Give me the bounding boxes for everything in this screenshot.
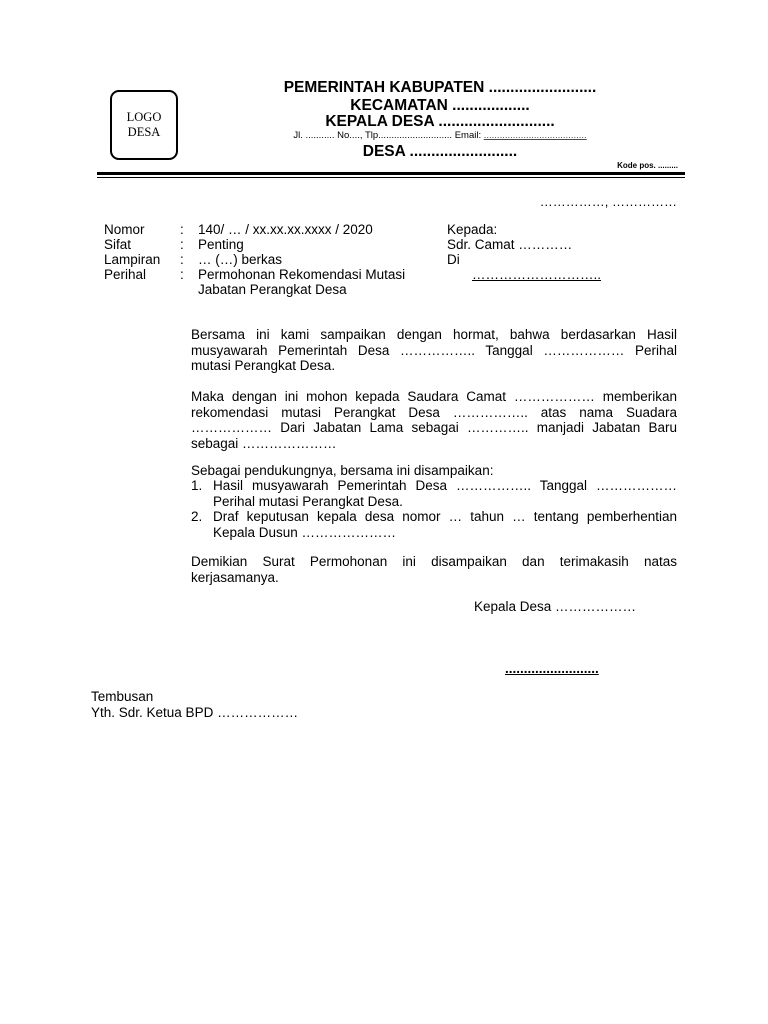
meta-label-perihal: Perihal xyxy=(104,267,147,282)
postal-code: Kode pos. ......... xyxy=(617,161,678,170)
meta-value-lampiran: … (…) berkas xyxy=(198,252,283,267)
logo-line-2: DESA xyxy=(127,125,161,139)
meta-colon: : xyxy=(180,267,184,282)
signature-title: Kepala Desa ……………… xyxy=(474,599,637,614)
recipient-di: Di xyxy=(447,252,460,267)
meta-colon: : xyxy=(180,252,184,267)
meta-label-lampiran: Lampiran xyxy=(104,252,161,267)
list-number: 2. xyxy=(191,509,203,524)
contact-address-phone: Jl. ........... No...., Tlp............................ Email: xyxy=(293,130,484,141)
recipient-heading: Kepada: xyxy=(447,222,498,237)
body-paragraph-2 xyxy=(191,389,677,451)
meta-value-nomor: 140/ … / xx.xx.xx.xxxx / 2020 xyxy=(198,222,373,237)
letterhead-regency: PEMERINTAH KABUPATEN ......................... xyxy=(283,79,597,96)
meta-colon: : xyxy=(180,237,184,252)
meta-label-nomor: Nomor xyxy=(104,222,145,237)
letterhead-contact xyxy=(180,130,700,141)
letterhead-village: DESA ......................... xyxy=(362,143,518,160)
recipient-name: Sdr. Camat ………… xyxy=(447,237,573,252)
letterhead-divider-thin xyxy=(97,177,685,178)
cc-recipient: Yth. Sdr. Ketua BPD ……………… xyxy=(91,705,299,720)
meta-colon: : xyxy=(180,222,184,237)
list-number: 1. xyxy=(191,478,203,493)
signature-name: ......................... xyxy=(505,661,599,676)
village-logo-placeholder xyxy=(110,90,178,160)
list-item xyxy=(191,478,677,509)
letterhead-district: KECAMATAN .................. xyxy=(350,97,530,114)
paragraph-text: Sebagai pendukungnya, bersama ini disampaikan: xyxy=(191,463,494,478)
list-item xyxy=(191,509,677,540)
logo-line-1: LOGO xyxy=(126,110,162,124)
contact-email-link[interactable]: ....................................... xyxy=(483,130,587,141)
list-text: Draf keputusan kepala desa nomor … tahun … tentang pemberhentian Kepala Dusun ………………… xyxy=(213,509,677,540)
meta-value-perihal: Permohonan Rekomendasi Mutasi xyxy=(198,267,406,282)
paragraph-text: Bersama ini kami sampaikan dengan hormat, bahwa berdasarkan Hasil musyawarah Pemerintah Desa …………….. Tanggal ……………… Perihal mutasi Perangkat Desa. xyxy=(191,327,677,373)
place-date: ……………, …………… xyxy=(539,194,677,209)
meta-value-sifat: Penting xyxy=(198,237,244,252)
letterhead-divider-thick xyxy=(97,172,685,175)
letterhead-village-head: KEPALA DESA ........................... xyxy=(325,113,555,130)
attachment-list xyxy=(191,478,677,540)
paragraph-text: Demikian Surat Permohonan ini disampaikan dan terimakasih natas kerjasamanya. xyxy=(191,554,677,585)
paragraph-text: Maka dengan ini mohon kepada Saudara Camat ……………… memberikan rekomendasi mutasi Perangkat Desa …………….. atas nama Suadara ……………… Dari Jabatan Lama sebagai ………….. manjadi Jabatan Baru sebagai ………………… xyxy=(191,389,677,451)
list-text: Hasil musyawarah Pemerintah Desa …………….. Tanggal ……………… Perihal mutasi Perangkat Desa. xyxy=(213,478,677,509)
cc-label: Tembusan xyxy=(91,689,154,704)
recipient-place: ……………………….. xyxy=(472,267,602,282)
body-paragraph-3 xyxy=(191,463,677,479)
meta-value-perihal-cont: Jabatan Perangkat Desa xyxy=(198,282,347,297)
body-paragraph-1 xyxy=(191,327,677,374)
meta-label-sifat: Sifat xyxy=(104,237,132,252)
body-paragraph-4 xyxy=(191,554,677,585)
